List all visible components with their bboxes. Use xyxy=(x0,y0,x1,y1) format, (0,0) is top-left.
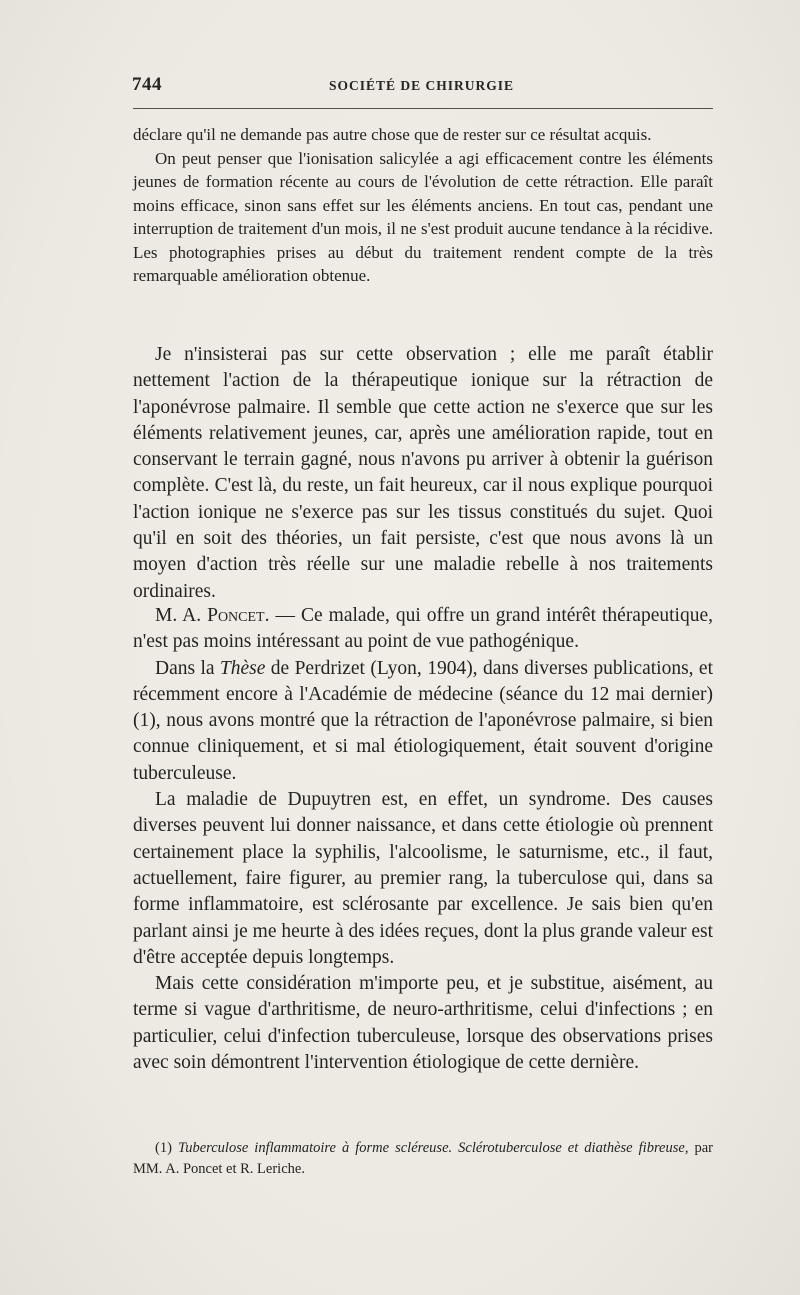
thesis-lead-text: Dans la xyxy=(155,657,220,679)
running-title: SOCIÉTÉ DE CHIRURGIE xyxy=(329,78,515,93)
thesis-body-text: de Perdrizet (Lyon, 1904), dans diverses publications, et récemment encore à l'Académie de médecine (séance du 12 mai dernier) (1), nous avons montré que la rétraction de l'aponévrose palmaire, si bien connue cliniquement, et si mal étiologiquement, était souvent d'origine tuberculeuse. xyxy=(133,657,713,784)
paragraph-continuation: déclare qu'il ne demande pas autre chose que de rester sur ce résultat acquis. xyxy=(133,125,652,144)
page-number: 744 xyxy=(132,74,162,95)
header-rule xyxy=(133,108,713,109)
footnote-marker: (1) xyxy=(155,1140,178,1156)
thesis-reference: Thèse xyxy=(219,657,266,679)
paragraph-poncet-intro-text: — Ce malade, qui offre un grand intérêt thérapeutique, n'est pas moins intéressant au point de vue pathogénique. xyxy=(133,605,713,653)
paragraph-thesis xyxy=(133,656,713,787)
paragraph-dupuytren: La maladie de Dupuytren est, en effet, un syndrome. Des causes diverses peuvent lui donner naissance, et dans cette étiologie où prennent certainement place la syphilis, l'alcoolisme, le saturnisme, etc., il faut, actuellement, faire figurer, au premier rang, la tuberculose qui, dans sa forme inflammatoire, est sclérosante par excellence. Je sais bien qu'en parlant ainsi je me heurte à des idées reçues, dont la plus grande valeur est d'être acceptée depuis longtemps. xyxy=(133,789,713,968)
poncet-discussion-block xyxy=(133,603,713,1076)
paragraph-poncet-intro xyxy=(133,603,713,656)
speaker-name: M. A. Poncet. xyxy=(155,605,270,626)
continued-text-block xyxy=(133,123,713,288)
footnote-authors: par MM. A. Poncet et R. Leriche. xyxy=(133,1140,713,1177)
footnote xyxy=(133,1138,713,1180)
commentary-block xyxy=(133,342,713,605)
footnote-title: Tuberculose inflammatoire à forme scléreuse. Sclérotuberculose et diathèse fibreuse, xyxy=(177,1140,689,1156)
paragraph-ionisation: On peut penser que l'ionisation salicylée a agi efficacement contre les éléments jeunes de formation récente au cours de l'évolution de cette rétraction. Elle paraît moins efficace, sinon sans effet sur les éléments anciens. En tout cas, pendant une interruption de traitement d'un mois, il ne s'est produit aucune tendance à la récidive. Les photographies prises au début du traitement rendent compte de la très remarquable amélioration obtenue. xyxy=(133,148,713,285)
paragraph-commentary: Je n'insisterai pas sur cette observation ; elle me paraît établir nettement l'action de la thérapeutique ionique sur la rétraction de l'aponévrose palmaire. Il semble que cette action ne s'exerce que sur les éléments relativement jeunes, car, après une amélioration rapide, tout en conservant le terrain gagné, nous n'avons pu arriver à obtenir la guérison complète. C'est là, du reste, un fait heureux, car il nous explique pourquoi l'action ionique ne s'exerce pas sur les tissus constitués du sujet. Quoi qu'il en soit des théories, un fait persiste, c'est que nous avons là un moyen d'action très réelle sur une maladie rebelle à nos traitements ordinaires. xyxy=(133,344,713,602)
paragraph-consideration: Mais cette considération m'importe peu, et je substitue, aisément, au terme si vague d'arthritisme, de neuro-arthritisme, celui d'infections ; en particulier, celui d'infection tuberculeuse, lorsque des observations prises avec soin démontrent l'intervention étiologique de cette dernière. xyxy=(133,973,713,1074)
page-header xyxy=(132,74,714,98)
